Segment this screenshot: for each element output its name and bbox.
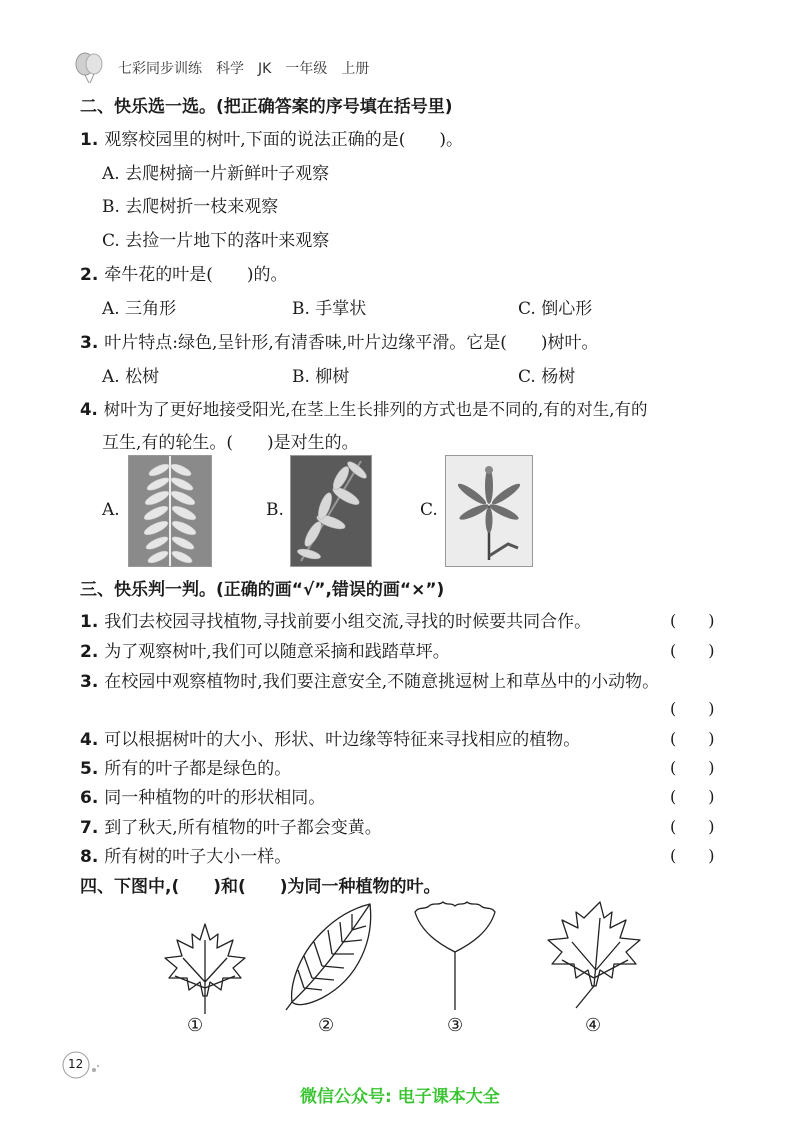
option-2-3-a: A. 松树 <box>102 367 160 387</box>
item-number: 2. <box>80 642 99 662</box>
judge-item-8 <box>80 842 291 867</box>
judge-item-4 <box>80 725 580 750</box>
item-text: 所有的叶子都是绿色的。 <box>104 759 292 779</box>
judge-item-7 <box>80 813 382 838</box>
maple-leaf-large-icon <box>540 898 650 1018</box>
question-text: 牵牛花的叶是( )的。 <box>104 265 288 285</box>
photo-whorled-leaves <box>445 455 533 567</box>
item-number: 1. <box>80 612 99 632</box>
answer-paren-4[interactable]: ( ) <box>670 729 715 748</box>
section-2-title: 二、快乐选一选。(把正确答案的序号填在括号里) <box>80 97 453 117</box>
answer-paren-6[interactable]: ( ) <box>670 787 715 806</box>
answer-paren-5[interactable]: ( ) <box>670 758 715 777</box>
leaf-label-2: ② <box>318 1015 335 1036</box>
item-number: 5. <box>80 759 99 779</box>
option-2-2-a: A. 三角形 <box>102 299 177 319</box>
item-text: 在校园中观察植物时,我们要注意安全,不随意挑逗树上和草丛中的小动物。 <box>104 672 660 692</box>
photo-alternate-leaves <box>290 455 372 567</box>
judge-item-3 <box>80 667 659 692</box>
question-number: 1. <box>80 130 99 150</box>
section-3-title: 三、快乐判一判。(正确的画“√”,错误的画“×”) <box>80 580 445 600</box>
ginkgo-leaf-icon <box>405 898 505 1018</box>
answer-paren-3[interactable]: ( ) <box>670 699 715 718</box>
item-number: 6. <box>80 788 99 808</box>
judge-item-1 <box>80 607 591 632</box>
option-2-3-c: C. 杨树 <box>518 367 576 387</box>
option-2-3-b: B. 柳树 <box>292 367 350 387</box>
fern-leaf-photo-icon <box>129 456 211 566</box>
item-text: 我们去校园寻找植物,寻找前要小组交流,寻找的时候要共同合作。 <box>104 612 592 632</box>
judge-item-5 <box>80 754 291 779</box>
question-text: 观察校园里的树叶,下面的说法正确的是( )。 <box>104 130 463 150</box>
option-2-1-a: A. 去爬树摘一片新鲜叶子观察 <box>102 164 330 184</box>
header-text: 七彩同步训练 科学 JK 一年级 上册 <box>118 61 370 77</box>
question-text-line1: 树叶为了更好地接受阳光,在茎上生长排列的方式也是不同的,有的对生,有的 <box>103 400 648 419</box>
item-number: 4. <box>80 730 99 750</box>
photo-label-a: A. <box>102 500 120 520</box>
question-2-1 <box>80 125 463 150</box>
answer-paren-2[interactable]: ( ) <box>670 641 715 660</box>
question-2-2 <box>80 260 288 285</box>
photo-opposite-leaves <box>128 455 212 567</box>
page-number: 12 <box>68 1057 84 1071</box>
option-2-1-c: C. 去捡一片地下的落叶来观察 <box>102 231 330 251</box>
question-number: 2. <box>80 265 99 285</box>
answer-paren-1[interactable]: ( ) <box>670 611 715 630</box>
judge-item-6 <box>80 783 325 808</box>
leaf-label-1: ① <box>187 1015 204 1036</box>
item-number: 3. <box>80 672 99 692</box>
photo-label-c: C. <box>420 500 438 520</box>
page-header <box>72 52 732 86</box>
question-number: 4. <box>80 400 98 419</box>
option-2-2-b: B. 手掌状 <box>292 299 367 319</box>
answer-paren-8[interactable]: ( ) <box>670 846 715 865</box>
question-2-3 <box>80 328 599 353</box>
branch-leaf-photo-icon <box>291 456 371 566</box>
option-2-1-b: B. 去爬树折一枝来观察 <box>102 197 279 217</box>
photo-label-b: B. <box>266 500 284 520</box>
question-2-4-line2: 互生,有的轮生。( )是对生的。 <box>102 433 359 453</box>
item-number: 8. <box>80 847 99 867</box>
item-text: 为了观察树叶,我们可以随意采摘和践踏草坪。 <box>104 642 450 662</box>
footer-watermark: 微信公众号: 电子课本大全 <box>300 1087 500 1107</box>
question-text: 叶片特点:绿色,呈针形,有清香味,叶片边缘平滑。它是( )树叶。 <box>104 333 599 353</box>
item-text: 同一种植物的叶的形状相同。 <box>104 788 326 808</box>
oval-leaf-icon <box>282 898 382 1018</box>
answer-paren-7[interactable]: ( ) <box>670 817 715 836</box>
item-text: 所有树的叶子大小一样。 <box>104 847 292 867</box>
leaf-label-3: ③ <box>447 1015 464 1036</box>
balloon-logo-icon <box>72 52 112 84</box>
leaf-label-4: ④ <box>585 1015 602 1036</box>
section-4-title: 四、下图中,( )和( )为同一种植物的叶。 <box>80 877 441 897</box>
item-text: 可以根据树叶的大小、形状、叶边缘等特征来寻找相应的植物。 <box>104 730 581 750</box>
item-number: 7. <box>80 818 99 838</box>
question-2-4 <box>80 396 648 420</box>
question-number: 3. <box>80 333 99 353</box>
item-text: 到了秋天,所有植物的叶子都会变黄。 <box>104 818 382 838</box>
judge-item-2 <box>80 637 450 662</box>
maple-leaf-icon <box>155 918 255 1018</box>
whorled-plant-photo-icon <box>446 456 532 566</box>
option-2-2-c: C. 倒心形 <box>518 299 593 319</box>
